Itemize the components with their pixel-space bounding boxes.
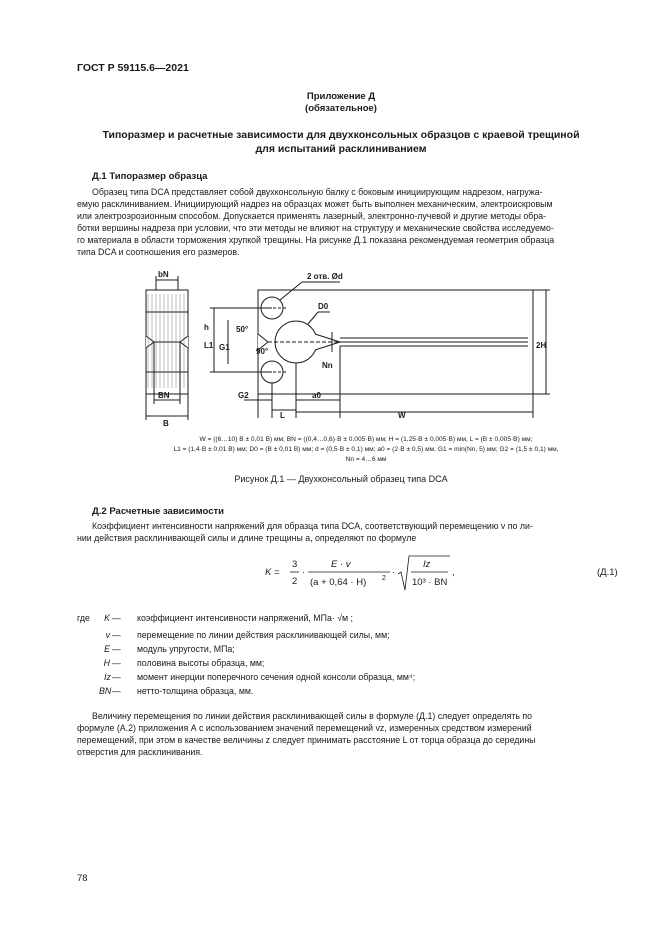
where-symbol: BN bbox=[99, 686, 112, 696]
svg-text:·: · bbox=[302, 567, 306, 578]
label-nn: Nn bbox=[322, 361, 333, 370]
para-line: или электроэрозионным способом. Допускается применять лазерный, электронно-лучевой и другие методы обра- bbox=[77, 210, 547, 221]
where-item bbox=[77, 686, 477, 698]
where-symbol: H bbox=[103, 658, 110, 668]
para-line: ботки вершины надреза при условии, что эти методы не влияют на структуру и механические свойства исследуемо- bbox=[77, 222, 554, 233]
para-line: отверстия для расклинивания. bbox=[77, 746, 203, 757]
svg-text:·: · bbox=[392, 567, 396, 578]
annex-name: Приложение Д bbox=[306, 91, 376, 102]
where-desc: момент инерции поперечного сечения одной консоли образца, мм⁴; bbox=[137, 672, 416, 682]
para-line: типа DCA и соотношения его размеров. bbox=[77, 246, 240, 257]
where-desc: модуль упругости, МПа; bbox=[137, 644, 235, 654]
where-item bbox=[77, 613, 477, 625]
where-symbol: K bbox=[104, 613, 110, 623]
where-desc: нетто-толщина образца, мм. bbox=[137, 686, 254, 696]
where-item bbox=[77, 644, 477, 656]
section-2-heading: Д.2 Расчетные зависимости bbox=[92, 506, 225, 517]
label-l1: L1 bbox=[204, 341, 214, 350]
para-line: го материала в области торможения хрупкой трещины. На рисунке Д.1 показана рекомендуемая геометрия образца bbox=[77, 234, 555, 245]
annex-heading bbox=[60, 91, 622, 115]
where-dash: — bbox=[112, 613, 121, 623]
frac3-num: Iz bbox=[423, 559, 431, 570]
figure-caption: Рисунок Д.1 — Двухконсольный образец типа DCA bbox=[234, 474, 448, 484]
page-number: 78 bbox=[77, 873, 88, 884]
figure-note bbox=[70, 435, 661, 465]
title-line-1: Типоразмер и расчетные зависимости для двухконсольных образцов с краевой трещиной bbox=[102, 129, 580, 141]
frac1-den: 2 bbox=[292, 576, 298, 587]
document-header: ГОСТ Р 59115.6—2021 bbox=[77, 62, 189, 74]
frac2-pow: 2 bbox=[382, 575, 386, 582]
where-dash: — bbox=[112, 672, 121, 682]
label-angle-90: 90° bbox=[256, 347, 269, 356]
para-line: формуле (А.2) приложения А с использованием значений перемещений vz, измеренных средством измерений bbox=[77, 722, 532, 733]
frac2-num: E · v bbox=[331, 559, 351, 570]
section-1-heading: Д.1 Типоразмер образца bbox=[92, 171, 208, 182]
where-intro: где bbox=[77, 613, 90, 623]
para-line: Коэффициент интенсивности напряжений для образца типа DCA, соответствующий перемещению v по ли- bbox=[92, 521, 533, 531]
label-holes: 2 отв. Ød bbox=[307, 272, 343, 281]
label-w: W bbox=[398, 411, 406, 420]
frac3-den: 10³ · BN bbox=[412, 577, 448, 588]
formula-number: (Д.1) bbox=[597, 567, 618, 578]
where-item bbox=[77, 658, 477, 670]
where-desc: коэффициент интенсивности напряжений, МПа· √м ; bbox=[137, 613, 353, 623]
para-line: перемещений, при этом в качестве величины z следует принимать расстояние L от торца образца до середины bbox=[77, 734, 536, 745]
annex-title bbox=[60, 128, 622, 156]
para-line: Величину перемещения по линии действия расклинивающей силы в формуле (Д.1) следует определять по bbox=[92, 711, 533, 721]
where-desc: перемещение по линии действия расклинивающей силы, мм; bbox=[137, 630, 390, 640]
closing-paragraph bbox=[77, 711, 614, 759]
label-a0: a0 bbox=[312, 391, 321, 400]
label-h: h bbox=[204, 323, 209, 332]
frac2-den: (a + 0,64 · H) bbox=[310, 577, 367, 588]
label-bn-bottom: BN bbox=[158, 391, 170, 400]
formula-lhs: K = bbox=[265, 567, 280, 578]
where-desc: половина высоты образца, мм; bbox=[137, 658, 265, 668]
note-line: W = ((6…10) B ± 0,01 B) мм; BN = ((0,4…0,6)·B ± 0,005·B) мм; H = (1,25·B ± 0,005·B) мм, L = (B ± 0,005·B) мм; bbox=[199, 436, 533, 443]
formula-d1 bbox=[265, 552, 635, 596]
label-d0: D0 bbox=[318, 302, 329, 311]
label-l: L bbox=[280, 411, 285, 420]
label-g2: G2 bbox=[238, 391, 249, 400]
section-1-paragraph bbox=[77, 187, 614, 258]
para-line: емую расклиниванием. Инициирующий надрез на образцах может быть выполнен механическим, электроискровым bbox=[77, 198, 553, 209]
note-line: L1 = (1,4·B ± 0,01 B) мм; D0 = (B ± 0,01 B) мм; d = (0,5·B ± 0,1) мм; a0 = (2·B ± 0,5) мм. G1 = min(Nn, 5) мм; G2 = (1,5 ± 0,1) мм, bbox=[173, 446, 559, 453]
label-b: B bbox=[163, 419, 169, 428]
where-dash: — bbox=[112, 658, 121, 668]
label-bn: bN bbox=[158, 270, 169, 279]
where-dash: — bbox=[112, 686, 121, 696]
label-angle-50: 50° bbox=[236, 325, 249, 334]
para-line: нии действия расклинивающей силы и длине трещины a, определяют по формуле bbox=[77, 532, 417, 543]
title-line-2: для испытаний расклиниванием bbox=[255, 143, 427, 155]
where-dash: — bbox=[112, 630, 121, 640]
frac1-num: 3 bbox=[292, 559, 298, 570]
where-item bbox=[77, 672, 477, 684]
where-dash: — bbox=[112, 644, 121, 654]
where-symbol: Iz bbox=[104, 672, 111, 682]
section-2-paragraph bbox=[77, 521, 614, 545]
para-line: Образец типа DCA представляет собой двухконсольную балку с боковым инициирующим надрезом, нагружа- bbox=[92, 187, 543, 197]
where-symbol: v bbox=[105, 630, 110, 640]
note-line: Nn = 4…6 мм bbox=[345, 456, 387, 463]
where-item bbox=[77, 630, 477, 642]
svg-text:,: , bbox=[452, 567, 455, 578]
annex-status: (обязательное) bbox=[305, 103, 377, 114]
where-symbol: E bbox=[104, 644, 110, 654]
label-2h: 2H bbox=[536, 341, 547, 350]
label-g1: G1 bbox=[219, 343, 230, 352]
dca-specimen-drawing bbox=[118, 268, 558, 430]
